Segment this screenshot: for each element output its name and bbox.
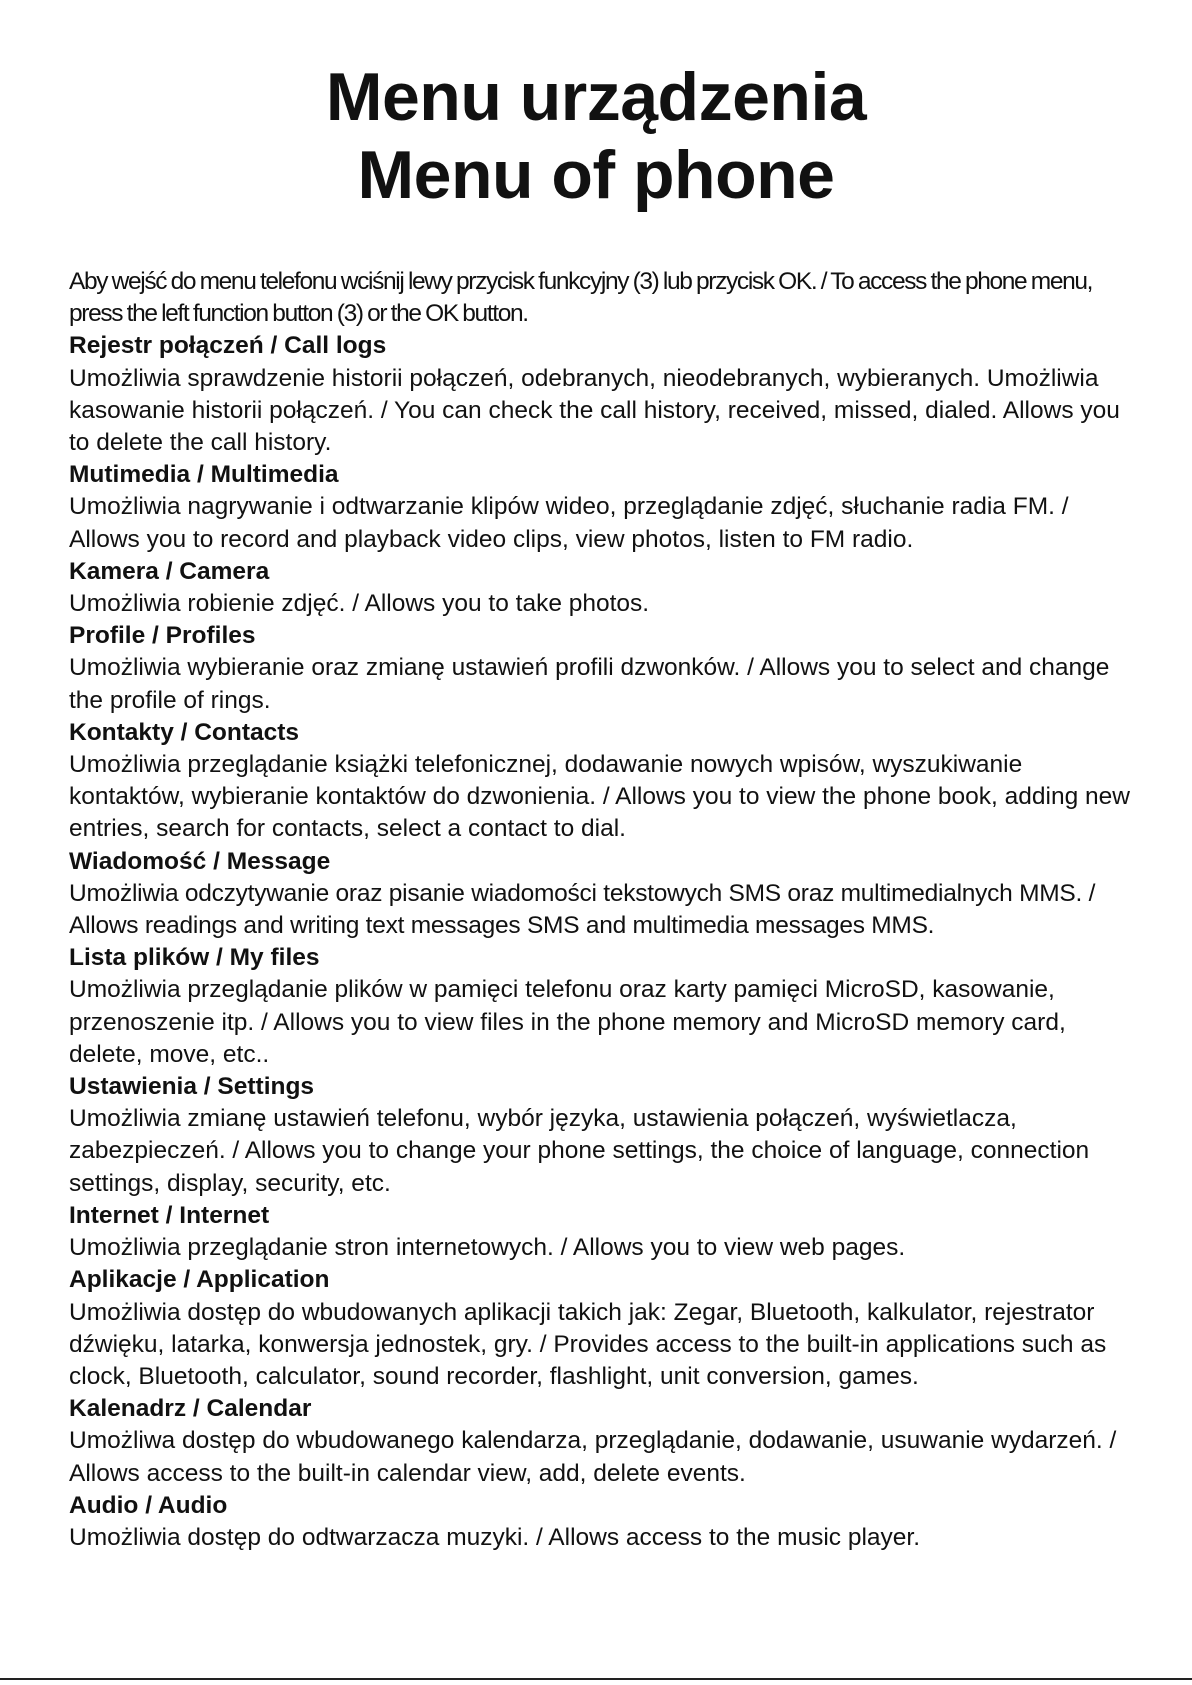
section-internet (69, 1200, 1134, 1264)
section-call-logs (69, 330, 1134, 459)
section-my-files (69, 942, 1134, 1071)
section-body: Umożliwia sprawdzenie historii połączeń, odebranych, nieodebranych, wybieranych. Umożliwia kasowanie historii połączeń. / You can check the call history, received, missed, dialed. Allows you to delete the call history. (69, 364, 1120, 457)
section-body: Umożliwia przeglądanie plików w pamięci telefonu oraz karty pamięci MicroSD, kasowanie, przenoszenie itp. / Allows you to view files in the phone memory and MicroSD memory card, delete, move, etc.. (69, 976, 1066, 1068)
section-body: Umożliwia przeglądanie książki telefonicznej, dodawanie nowych wpisów, wyszukiwanie kontaktów, wybieranie kontaktów do dzwonienia. / Allows you to view the phone book, adding new entries, search for contacts, select a contact to dial. (69, 751, 1130, 843)
section-body: Umożliwia robienie zdjęć. / Allows you to take photos. (69, 590, 650, 618)
menu-description-list (69, 266, 1134, 1554)
section-profiles (69, 620, 1134, 717)
section-audio (69, 1490, 1134, 1554)
section-heading: Kontakty / Contacts (69, 718, 300, 746)
footer-divider (0, 1678, 1192, 1680)
page-title-english: Menu of phone (357, 137, 835, 213)
section-body: Umożliwia dostęp do wbudowanych aplikacji takich jak: Zegar, Bluetooth, kalkulator, rejestrator dźwięku, latarka, konwersja jednostek, gry. / Provides access to the built-in applications such as clock, Bluetooth, calculator, sound recorder, flashlight, unit conversion, games. (69, 1298, 1107, 1390)
section-heading: Lista plików / My files (69, 944, 320, 972)
page-title-polish: Menu urządzenia (325, 59, 867, 135)
section-body: Umożliwia wybieranie oraz zmianę ustawień profili dzwonków. / Allows you to select and change the profile of rings. (69, 654, 1110, 714)
section-message (69, 846, 1134, 943)
intro-text: Aby wejść do menu telefonu wciśnij lewy przycisk funkcyjny (3) lub przycisk OK. / To access the phone menu, press the left function button (3) or the OK button. (69, 268, 1093, 328)
section-settings (69, 1071, 1134, 1200)
section-heading: Internet / Internet (69, 1201, 270, 1229)
section-camera (69, 556, 1134, 620)
section-contacts (69, 717, 1134, 846)
section-body: Umożliwia przeglądanie stron internetowych. / Allows you to view web pages. (69, 1234, 906, 1262)
section-heading: Kalenadrz / Calendar (69, 1395, 312, 1423)
section-heading: Kamera / Camera (69, 557, 270, 585)
page-title (0, 58, 1192, 214)
section-body: Umożliwa dostęp do wbudowanego kalendarza, przeglądanie, dodawanie, usuwanie wydarzeń. / Allows access to the built-in calendar view, add, delete events. (69, 1427, 1117, 1487)
section-body: Umożliwia nagrywanie i odtwarzanie klipów wideo, przeglądanie zdjęć, słuchanie radia FM. / Allows you to record and playback video clips, view photos, listen to FM radio. (69, 493, 1069, 553)
section-heading: Rejestr połączeń / Call logs (69, 332, 387, 360)
section-calendar (69, 1393, 1134, 1490)
section-body: Umożliwia zmianę ustawień telefonu, wybór języka, ustawienia połączeń, wyświetlacza, zabezpieczeń. / Allows you to change your phone settings, the choice of language, connection settings, display, security, etc. (69, 1105, 1090, 1197)
section-body: Umożliwia dostęp do odtwarzacza muzyki. / Allows access to the music player. (69, 1523, 921, 1551)
section-application (69, 1264, 1134, 1393)
section-heading: Profile / Profiles (69, 622, 256, 650)
section-heading: Wiadomość / Message (69, 847, 331, 875)
section-heading: Audio / Audio (69, 1491, 228, 1519)
section-multimedia (69, 459, 1134, 556)
section-heading: Ustawienia / Settings (69, 1073, 315, 1101)
section-heading: Aplikacje / Application (69, 1266, 330, 1294)
section-heading: Mutimedia / Multimedia (69, 461, 339, 489)
section-body: Umożliwia odczytywanie oraz pisanie wiadomości tekstowych SMS oraz multimedialnych MMS. / Allows readings and writing text messages SMS and multimedia messages MMS. (69, 879, 1096, 940)
